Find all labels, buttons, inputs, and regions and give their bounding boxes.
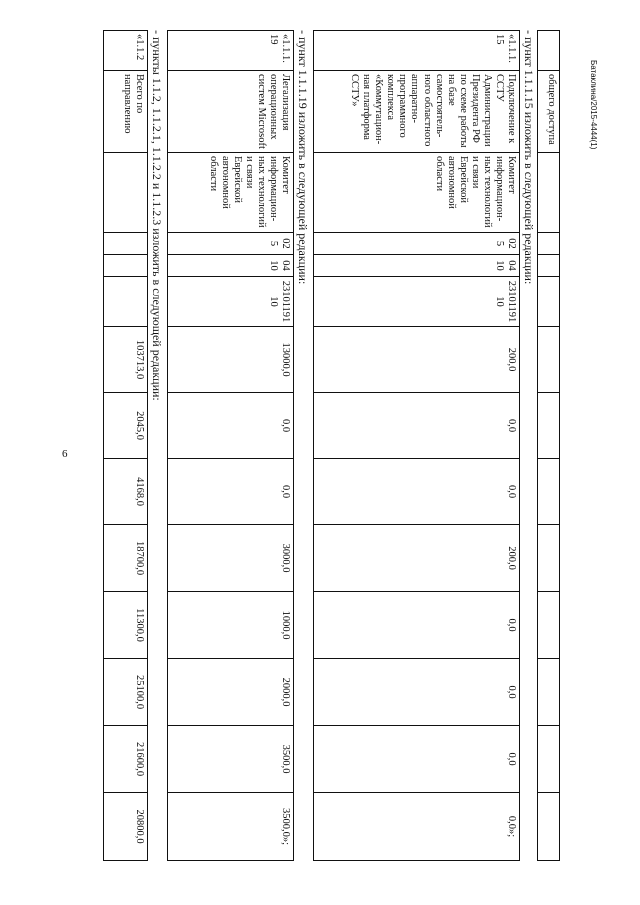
row-112-value: 25100,0	[104, 659, 148, 726]
row-1115-value: 200,0	[314, 327, 520, 393]
row-1115-rzpr: 0410	[314, 255, 520, 277]
row-1115-value: 0,0»;	[314, 793, 520, 861]
row-1119-value: 3500,0	[168, 726, 294, 793]
row-112-value: 20800,0	[104, 793, 148, 861]
page-number: 6	[62, 448, 68, 460]
document-stamp: Батаклина/2015-4444(1)	[589, 60, 598, 150]
heading-1119: - пункт 1.1.1.19 изложить в следующей редакции:	[296, 30, 310, 285]
row-1115-value: 200,0	[314, 525, 520, 592]
table-112	[103, 30, 148, 861]
row-1115-value: 0,0	[314, 393, 520, 459]
row-112-value: 11300,0	[104, 592, 148, 659]
row-1115-grbs: 025	[314, 233, 520, 255]
row-1119-csr: 23101191 10	[168, 277, 294, 327]
table-1115	[313, 30, 520, 861]
row-112-value: 4168,0	[104, 459, 148, 525]
heading-1115: - пункт 1.1.1.15 изложить в следующей редакции:	[522, 30, 536, 285]
row-1119-value: 2000,0	[168, 659, 294, 726]
table-1119	[167, 30, 294, 861]
rotated-content	[90, 30, 560, 860]
row-112-value: 103713,0	[104, 327, 148, 393]
row-1119-name: Легализация операционных систем Microsoft	[168, 71, 294, 153]
row-1119-grbs: 025	[168, 233, 294, 255]
row-1119-rzpr: 0410	[168, 255, 294, 277]
row-112-value: 18700,0	[104, 525, 148, 592]
heading-112: - пункты 1.1.2, 1.1.2.1, 1.1.2.2 и 1.1.2.3 изложить в следующей редакции:	[150, 30, 164, 401]
row-1115-executor: Комитет информацион-ных технологий и связи Еврейской автономной области	[314, 153, 520, 233]
row-1115-name: Подключение к ССТУ Администрации Президента РФ по схеме работы на базе самостоятель-ного областного аппаратно-программного комплекса «Коммутацион-ная платформа ССТУ»	[314, 71, 520, 153]
row-1119-value: 0,0	[168, 393, 294, 459]
row-1119-value: 13000,0	[168, 327, 294, 393]
row-1115-value: 0,0	[314, 592, 520, 659]
row-1115-value: 0,0	[314, 726, 520, 793]
row-1119-value: 0,0	[168, 459, 294, 525]
table-prev-row	[537, 30, 560, 861]
row-1119-value: 1000,0	[168, 592, 294, 659]
row-1115-csr: 23101191 10	[314, 277, 520, 327]
row-112-value: 2045,0	[104, 393, 148, 459]
row-112-name: Всего по направлению	[104, 71, 148, 153]
prev-num-cell	[538, 31, 560, 71]
row-1115-value: 0,0	[314, 659, 520, 726]
row-1119-value: 3500,0»;	[168, 793, 294, 861]
row-112-value: 21600,0	[104, 726, 148, 793]
row-1115-num: «1.1.1.15	[314, 31, 520, 71]
row-112-num: «1.1.2	[104, 31, 148, 71]
row-1115-value: 0,0	[314, 459, 520, 525]
row-1119-executor: Комитет информацион-ных технологий и связи Еврейской автономной области	[168, 153, 294, 233]
row-1119-num: «1.1.1.19	[168, 31, 294, 71]
prev-label-cell: общего доступа	[538, 71, 560, 153]
row-1119-value: 3000,0	[168, 525, 294, 592]
